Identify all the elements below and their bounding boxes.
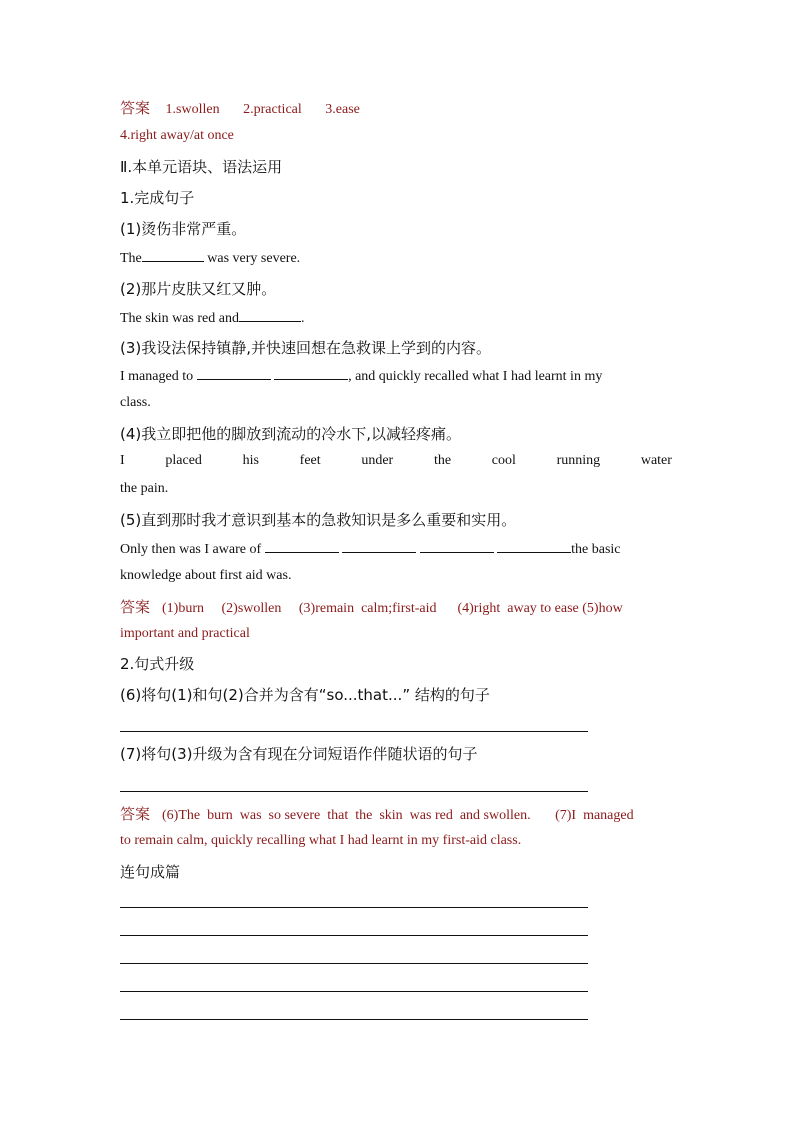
q4-word: I <box>120 453 125 468</box>
q5-blank-1[interactable] <box>265 540 339 553</box>
q5-english <box>120 540 672 558</box>
q4-word: under <box>361 453 394 468</box>
q4-word: the <box>433 453 452 468</box>
q3-blank-1[interactable] <box>197 367 271 380</box>
part-3-title: 连句成篇 <box>120 863 181 881</box>
q4-word: water <box>640 453 672 468</box>
essay-line-5[interactable] <box>120 1019 588 1020</box>
q2-text-after: . <box>300 311 305 326</box>
answer-block-1 <box>120 97 672 118</box>
q1-english <box>120 249 672 267</box>
part-2-title: 2.句式升级 <box>120 655 195 673</box>
answer-block-3-line-2: to remain calm, quickly recalling what I had learnt in my first-aid class. <box>120 833 522 848</box>
q4-word: placed <box>165 453 202 468</box>
q5-blank-4[interactable] <box>497 540 571 553</box>
section-2-title: Ⅱ.本单元语块、语法运用 <box>120 158 283 176</box>
answer-block-1-line-2: 4.right away/at once <box>120 128 234 143</box>
q5-chinese: (5)直到那时我才意识到基本的急救知识是多么重要和实用。 <box>120 511 517 529</box>
q4-chinese: (4)我立即把他的脚放到流动的冷水下,以减轻疼痛。 <box>120 425 462 443</box>
q5-text-before: Only then was I aware of <box>120 542 262 557</box>
answer-block-2 <box>120 596 672 617</box>
q3-blank-2[interactable] <box>274 367 348 380</box>
q4-word: feet <box>299 453 321 468</box>
essay-line-1[interactable] <box>120 907 588 908</box>
answer-label: 答案 <box>120 598 151 616</box>
q6-answer-line[interactable] <box>120 731 588 732</box>
essay-line-3[interactable] <box>120 963 588 964</box>
q1-text-before: The <box>120 251 142 266</box>
answer-block-3 <box>120 803 672 824</box>
q5-text-after: the basic <box>571 542 621 557</box>
q5-blank-3[interactable] <box>420 540 494 553</box>
essay-line-4[interactable] <box>120 991 588 992</box>
q3-text-before: I managed to <box>120 369 194 384</box>
essay-line-2[interactable] <box>120 935 588 936</box>
q4-english <box>120 453 672 469</box>
q4-english-line-2: the pain. <box>120 481 169 496</box>
answer-label: 答案 <box>120 805 151 823</box>
answer-block-2-text: (1)burn (2)swollen (3)remain calm;first-aid (4)right away to ease (5)how <box>162 601 623 616</box>
q5-blank-2[interactable] <box>342 540 416 553</box>
q3-english-line-2: class. <box>120 395 151 410</box>
part-1-title: 1.完成句子 <box>120 189 195 207</box>
answer-block-3-text: (6)The burn was so severe that the skin was red and swollen. (7)I managed <box>162 808 634 823</box>
q1-chinese: (1)烫伤非常严重。 <box>120 220 247 238</box>
answer-item-3: 3.ease <box>325 102 360 117</box>
q4-word: running <box>556 453 601 468</box>
answer-item-1: 1.swollen <box>165 102 220 117</box>
q3-text-after: , and quickly recalled what I had learnt in my <box>348 369 603 384</box>
q2-chinese: (2)那片皮肤又红又肿。 <box>120 280 277 298</box>
q6-prompt: (6)将句(1)和句(2)合并为含有“so...that...” 结构的句子 <box>120 686 490 704</box>
q2-text-before: The skin was red and <box>120 311 239 326</box>
q7-prompt: (7)将句(3)升级为含有现在分词短语作伴随状语的句子 <box>120 745 478 763</box>
answer-block-2-line-2: important and practical <box>120 626 250 641</box>
q5-english-line-2: knowledge about first aid was. <box>120 568 292 583</box>
q1-text-after: was very severe. <box>203 251 301 266</box>
q4-word: his <box>242 453 259 468</box>
q4-word: cool <box>491 453 516 468</box>
q2-blank[interactable] <box>239 309 301 322</box>
q2-english <box>120 309 672 327</box>
q3-chinese: (3)我设法保持镇静,并快速回想在急救课上学到的内容。 <box>120 339 492 357</box>
q3-english <box>120 367 672 385</box>
q1-blank[interactable] <box>142 249 204 262</box>
answer-label: 答案 <box>120 99 151 117</box>
answer-item-2: 2.practical <box>243 102 302 117</box>
q7-answer-line[interactable] <box>120 791 588 792</box>
